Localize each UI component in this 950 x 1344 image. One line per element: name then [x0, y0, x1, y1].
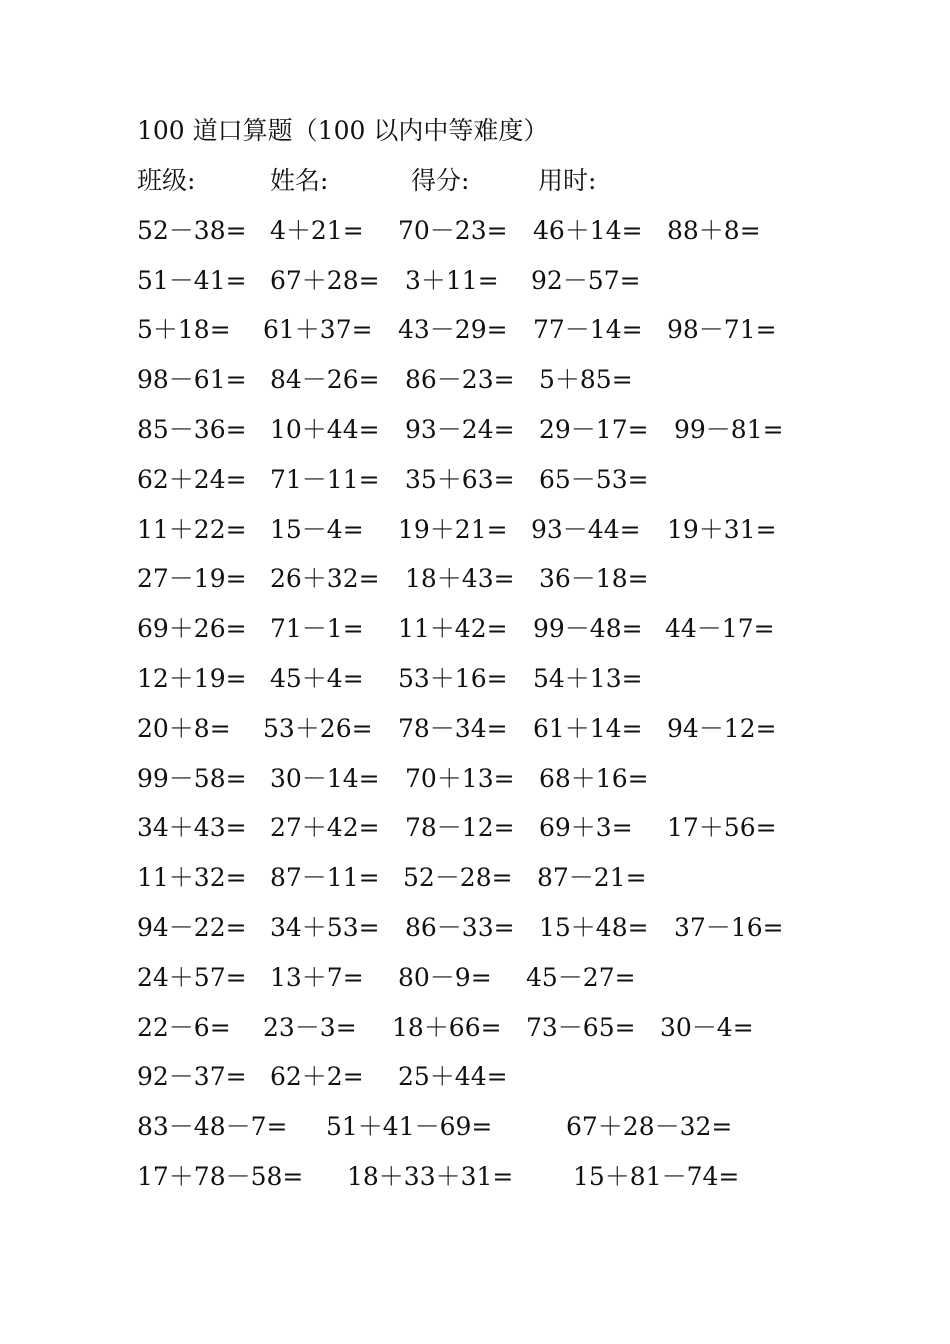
arithmetic-problem: 93－44=: [531, 515, 641, 544]
arithmetic-problem: 18＋43=: [405, 564, 515, 593]
arithmetic-problem: 5＋85=: [539, 365, 633, 394]
arithmetic-problem: 43－29=: [398, 315, 508, 344]
arithmetic-problem: 15＋81－74=: [573, 1162, 740, 1191]
arithmetic-problem: 98－71=: [667, 315, 777, 344]
problem-row: [0, 310, 950, 350]
arithmetic-problem: 27＋42=: [270, 813, 380, 842]
page-title: 100 道口算题（100 以内中等难度）: [137, 116, 549, 145]
problem-row: [0, 410, 950, 450]
arithmetic-problem: 20＋8=: [137, 714, 231, 743]
problem-row: [0, 559, 950, 599]
arithmetic-problem: 18＋33＋31=: [347, 1162, 514, 1191]
arithmetic-problem: 94－12=: [667, 714, 777, 743]
arithmetic-problem: 27－19=: [137, 564, 247, 593]
arithmetic-problem: 65－53=: [539, 465, 649, 494]
problem-row: [0, 759, 950, 799]
arithmetic-problem: 29－17=: [539, 415, 649, 444]
arithmetic-problem: 24＋57=: [137, 963, 247, 992]
arithmetic-problem: 67＋28－32=: [566, 1112, 733, 1141]
arithmetic-problem: 68＋16=: [539, 764, 649, 793]
arithmetic-problem: 18＋66=: [392, 1013, 502, 1042]
arithmetic-problem: 92－37=: [137, 1062, 247, 1091]
arithmetic-problem: 17＋78－58=: [137, 1162, 304, 1191]
problem-row: [0, 709, 950, 749]
arithmetic-problem: 19＋21=: [398, 515, 508, 544]
arithmetic-problem: 45＋4=: [270, 664, 364, 693]
problem-row: [0, 958, 950, 998]
arithmetic-problem: 22－6=: [137, 1013, 231, 1042]
arithmetic-problem: 51＋41－69=: [326, 1112, 493, 1141]
problem-row: [0, 808, 950, 848]
arithmetic-problem: 53＋16=: [398, 664, 508, 693]
arithmetic-problem: 11＋22=: [137, 515, 247, 544]
arithmetic-problem: 88＋8=: [667, 216, 761, 245]
arithmetic-problem: 15＋48=: [539, 913, 649, 942]
arithmetic-problem: 69＋3=: [539, 813, 633, 842]
arithmetic-problem: 62＋2=: [270, 1062, 364, 1091]
arithmetic-problem: 19＋31=: [667, 515, 777, 544]
arithmetic-problem: 73－65=: [526, 1013, 636, 1042]
arithmetic-problem: 45－27=: [526, 963, 636, 992]
arithmetic-problem: 13＋7=: [270, 963, 364, 992]
arithmetic-problem: 61＋37=: [263, 315, 373, 344]
arithmetic-problem: 87－21=: [537, 863, 647, 892]
arithmetic-problem: 94－22=: [137, 913, 247, 942]
arithmetic-problem: 67＋28=: [270, 266, 380, 295]
header-field-label: 姓名:: [270, 166, 329, 195]
arithmetic-problem: 30－4=: [660, 1013, 754, 1042]
problem-row: [0, 510, 950, 550]
problem-row: [0, 659, 950, 699]
arithmetic-problem: 37－16=: [674, 913, 784, 942]
arithmetic-problem: 62＋24=: [137, 465, 247, 494]
arithmetic-problem: 99－81=: [674, 415, 784, 444]
arithmetic-problem: 92－57=: [531, 266, 641, 295]
arithmetic-problem: 30－14=: [270, 764, 380, 793]
arithmetic-problem: 71－1=: [270, 614, 364, 643]
arithmetic-problem: 70＋13=: [405, 764, 515, 793]
arithmetic-problem: 35＋63=: [405, 465, 515, 494]
arithmetic-problem: 52－28=: [403, 863, 513, 892]
arithmetic-problem: 69＋26=: [137, 614, 247, 643]
arithmetic-problem: 23－3=: [263, 1013, 357, 1042]
header-field-label: 得分:: [411, 166, 470, 195]
arithmetic-problem: 46＋14=: [533, 216, 643, 245]
arithmetic-problem: 11＋32=: [137, 863, 247, 892]
header-fields-row: [0, 161, 950, 201]
arithmetic-problem: 11＋42=: [398, 614, 508, 643]
arithmetic-problem: 80－9=: [398, 963, 492, 992]
arithmetic-problem: 53＋26=: [263, 714, 373, 743]
arithmetic-problem: 86－33=: [405, 913, 515, 942]
problem-row: [0, 261, 950, 301]
arithmetic-problem: 44－17=: [665, 614, 775, 643]
arithmetic-problem: 70－23=: [398, 216, 508, 245]
problem-row: [0, 1107, 950, 1147]
arithmetic-problem: 34＋53=: [270, 913, 380, 942]
problem-row: [0, 211, 950, 251]
arithmetic-problem: 12＋19=: [137, 664, 247, 693]
arithmetic-problem: 99－48=: [533, 614, 643, 643]
arithmetic-problem: 15－4=: [270, 515, 364, 544]
arithmetic-problem: 87－11=: [270, 863, 380, 892]
arithmetic-problem: 54＋13=: [533, 664, 643, 693]
arithmetic-problem: 52－38=: [137, 216, 247, 245]
problem-row: [0, 360, 950, 400]
arithmetic-problem: 34＋43=: [137, 813, 247, 842]
arithmetic-problem: 10＋44=: [270, 415, 380, 444]
arithmetic-problem: 86－23=: [405, 365, 515, 394]
arithmetic-problem: 3＋11=: [405, 266, 499, 295]
problem-row: [0, 1057, 950, 1097]
arithmetic-problem: 5＋18=: [137, 315, 231, 344]
arithmetic-problem: 26＋32=: [270, 564, 380, 593]
arithmetic-problem: 4＋21=: [270, 216, 364, 245]
arithmetic-problem: 85－36=: [137, 415, 247, 444]
header-field-label: 班级:: [137, 166, 196, 195]
arithmetic-problem: 51－41=: [137, 266, 247, 295]
problem-row: [0, 1157, 950, 1197]
arithmetic-problem: 36－18=: [539, 564, 649, 593]
arithmetic-problem: 84－26=: [270, 365, 380, 394]
arithmetic-problem: 83－48－7=: [137, 1112, 288, 1141]
arithmetic-problem: 17＋56=: [667, 813, 777, 842]
problem-row: [0, 858, 950, 898]
arithmetic-problem: 99－58=: [137, 764, 247, 793]
arithmetic-problem: 71－11=: [270, 465, 380, 494]
arithmetic-problem: 77－14=: [533, 315, 643, 344]
problem-row: [0, 609, 950, 649]
arithmetic-problem: 25＋44=: [398, 1062, 508, 1091]
arithmetic-problem: 78－12=: [405, 813, 515, 842]
problem-row: [0, 908, 950, 948]
arithmetic-problem: 61＋14=: [533, 714, 643, 743]
header-field-label: 用时:: [538, 166, 597, 195]
arithmetic-problem: 78－34=: [398, 714, 508, 743]
arithmetic-problem: 93－24=: [405, 415, 515, 444]
problem-row: [0, 460, 950, 500]
problem-row: [0, 1008, 950, 1048]
arithmetic-problem: 98－61=: [137, 365, 247, 394]
